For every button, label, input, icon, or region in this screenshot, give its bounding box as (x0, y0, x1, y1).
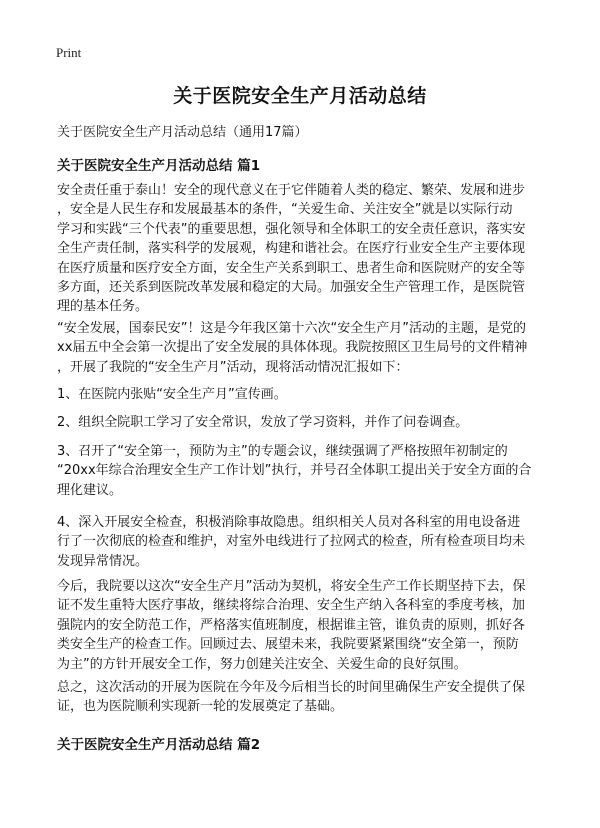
paragraph-line: 总之，这次活动的开展为医院在今年及今后相当长的时间里确保生产安全提供了保 (57, 680, 526, 695)
paragraph-line: 4、深入开展安全检查，积极消除事故隐患。组织相关人员对各科室的用电设备进 (57, 515, 521, 530)
paragraph-line: 行了一次彻底的检查和维护，对室外电线进行了拉网式的检查，所有检查项目均未 (57, 534, 526, 550)
paragraph-line: 强院内的安全防范工作，严格落实值班制度，根据谁主管，谁负责的原则，抓好各 (57, 617, 526, 633)
section-heading-2: 关于医院安全生产月活动总结 篇2 (57, 737, 261, 753)
paragraph-8 (57, 678, 547, 717)
paragraph-line: 发现异常情况。 (57, 553, 149, 569)
paragraph-1 (57, 181, 547, 317)
paragraph-line: 1、在医院内张贴“安全生产月”宣传画。 (57, 387, 287, 402)
paragraph-line: xx届五中全会第一次提出了安全发展的具体体现。我院按照区卫生局号的文件精神 (57, 340, 528, 356)
paragraph-5 (57, 442, 547, 500)
paragraph-line: 类安全生产的检查工作。回顾过去、展望未来，我院要紧紧围绕“安全第一，预防 (57, 637, 519, 653)
document-title: 关于医院安全生产月活动总结 (173, 85, 427, 107)
paragraph-line: 证不发生重特大医疗事故，继续将综合治理、安全生产纳入各科室的季度考核，加 (57, 598, 526, 614)
paragraph-line: 为主”的方针开展安全工作，努力创建关注安全、关爱生命的良好氛围。 (57, 656, 467, 672)
paragraph-line: 安全责任重于泰山！安全的现代意义在于它伴随着人类的稳定、繁荣、发展和进步 (57, 183, 526, 198)
section-heading-1: 关于医院安全生产月活动总结 篇1 (57, 158, 261, 174)
paragraph-3 (57, 385, 547, 404)
paragraph-line: 今后，我院要以这次“安全生产月”活动为契机，将安全生产工作长期坚持下去，保 (57, 579, 526, 594)
paragraph-line: 全生产责任制，落实科学的发展观，构建和谐社会。在医疗行业安全生产主要体现 (57, 241, 526, 257)
print-link[interactable]: Print (56, 45, 82, 60)
paragraph-6 (57, 513, 547, 571)
document-subtitle: 关于医院安全生产月活动总结（通用17篇） (57, 125, 308, 140)
paragraph-line: 理化建议。 (57, 482, 123, 498)
paragraph-2 (57, 319, 547, 377)
paragraph-7 (57, 577, 547, 674)
paragraph-line: “安全发展，国泰民安”！这是今年我区第十六次“安全生产月”活动的主题，是党的 (57, 321, 526, 336)
paragraph-line: 在医疗质量和医疗安全方面，安全生产关系到职工、患者生命和医院财产的安全等 (57, 260, 526, 276)
paragraph-line: “20xx年综合治理安全生产工作计划”执行，并号召全体职工提出关于安全方面的合 (57, 463, 532, 479)
paragraph-line: 证，也为医院顺利实现新一轮的发展奠定了基础。 (57, 699, 344, 715)
paragraph-line: ，开展了我院的“安全生产月”活动，现将活动情况汇报如下： (57, 359, 409, 375)
paragraph-4 (57, 413, 547, 432)
paragraph-line: ，安全是人民生存和发展最基本的条件，“关爱生命、关注安全”就是以实际行动 (57, 202, 513, 218)
paragraph-line: 多方面，还关系到医院改革发展和稳定的大局。加强安全生产管理工作，是医院管 (57, 280, 526, 296)
paragraph-line: 学习和实践“三个代表”的重要思想，强化领导和全体职工的安全责任意识，落实安 (57, 221, 526, 237)
paragraph-line: 2、组织全院职工学习了安全常识，发放了学习资料，并作了问卷调查。 (57, 415, 469, 430)
paragraph-line: 3、召开了“安全第一，预防为主”的专题会议，继续强调了严格按照年初制定的 (57, 444, 508, 459)
paragraph-line: 理的基本任务。 (57, 299, 149, 315)
